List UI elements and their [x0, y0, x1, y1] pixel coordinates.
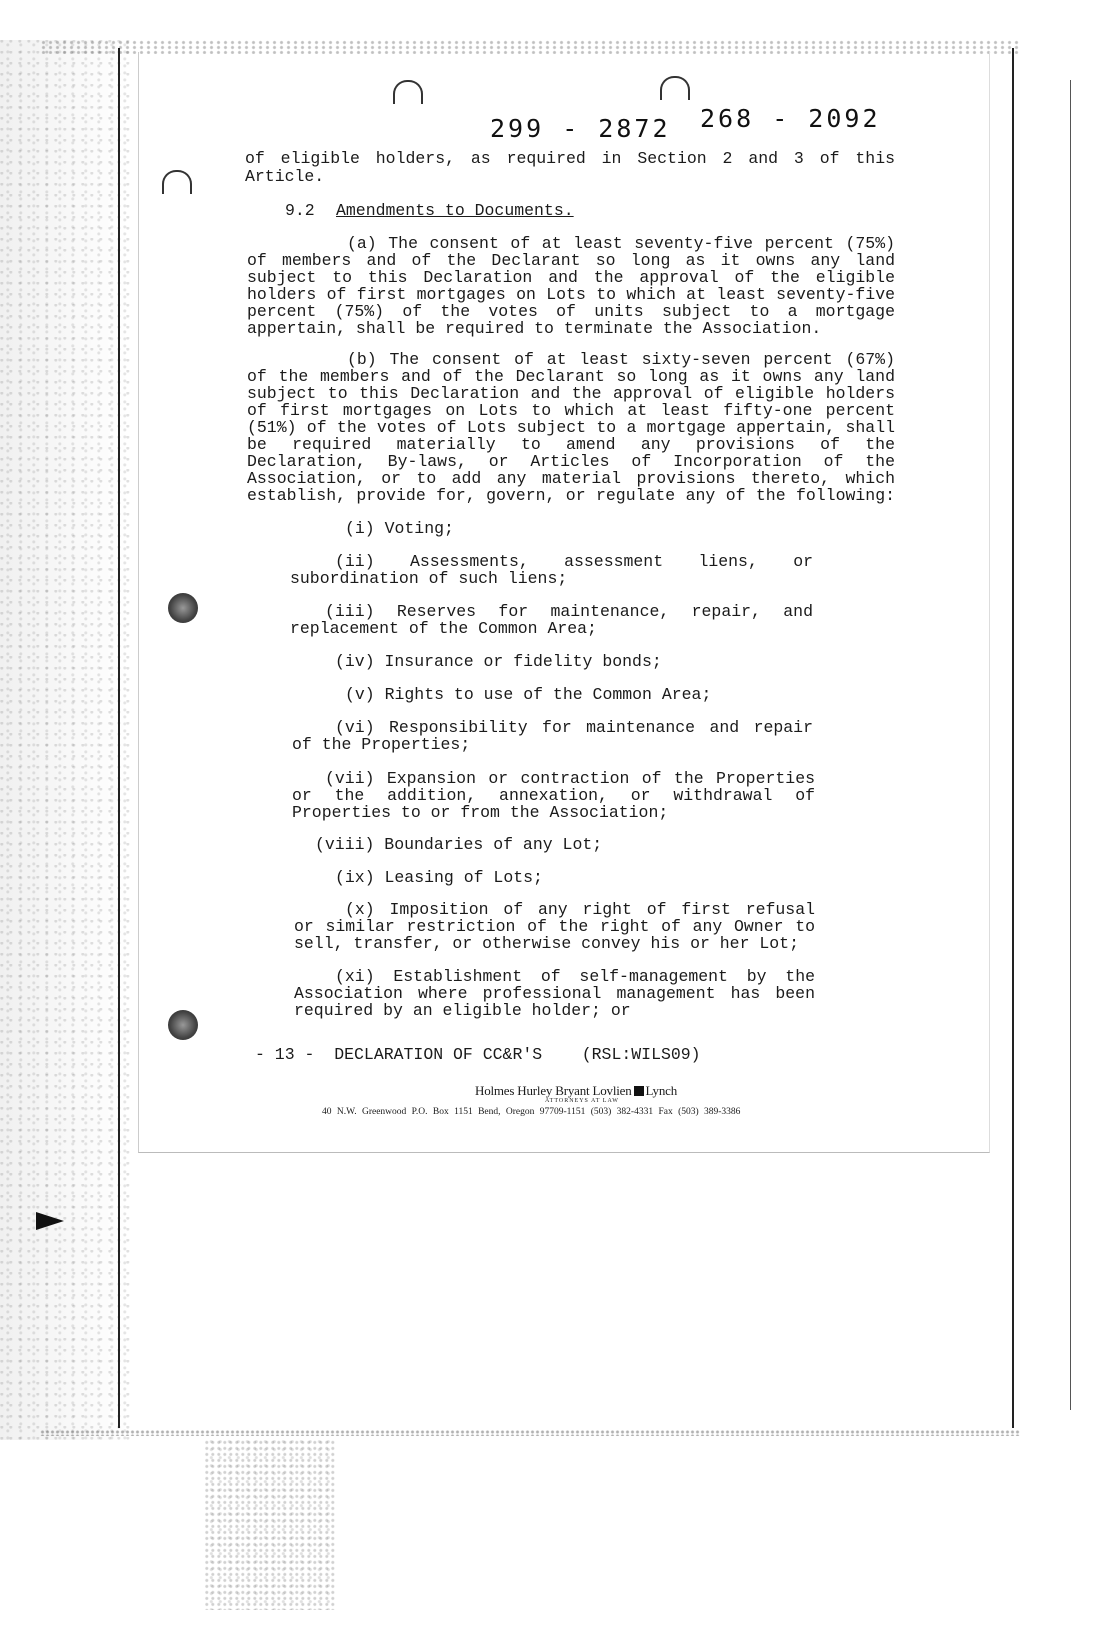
text-line: (a) The consent of at least seventy-five percent (75%)	[347, 234, 895, 253]
punch-arc	[162, 170, 192, 194]
text-line: establish, provide for, govern, or regulate any of the following:	[247, 486, 895, 505]
text-line: Association, or to add any material provisions thereto, which	[247, 469, 895, 488]
list-item: (vii) Expansion or contraction of the Properties	[325, 769, 815, 788]
text-line: be required materially to amend any provisions of the	[247, 435, 895, 454]
list-item: Properties to or from the Association;	[292, 803, 669, 822]
list-item: (ii) Assessments, assessment liens, or	[335, 552, 813, 571]
text-line: subject to this Declaration and the approval of the eligible	[247, 268, 895, 287]
section-number: 9.2	[285, 201, 315, 220]
list-item: or the addition, annexation, or withdrawal of	[292, 786, 815, 805]
section-title: Amendments to Documents.	[336, 201, 574, 220]
scan-noise-bottom	[40, 1430, 1020, 1436]
list-item: required by an eligible holder; or	[294, 1001, 631, 1020]
text-line: holders of first mortgages on Lots to which at least seventy-five	[247, 285, 895, 304]
punch-arc	[393, 80, 423, 104]
text-line: (b) The consent of at least sixty-seven percent (67%)	[347, 350, 895, 369]
list-item: Association where professional management has been	[294, 984, 815, 1003]
binder-hole	[168, 593, 198, 623]
scan-noise-left	[0, 40, 130, 1440]
text-line: of eligible holders, as required in Section 2 and 3 of this	[245, 149, 895, 168]
frame-line	[1070, 80, 1071, 1410]
list-item: subordination of such liens;	[290, 569, 568, 588]
list-item: (vi) Responsibility for maintenance and repair	[335, 718, 813, 737]
list-item: (iv) Insurance or fidelity bonds;	[335, 652, 662, 671]
text-line: appertain, shall be required to terminate the Association.	[247, 319, 822, 338]
list-item: (x) Imposition of any right of first refusal	[345, 900, 815, 919]
firm-name: Holmes Hurley Bryant Lovlien Lynch	[475, 1083, 678, 1098]
firm-logo-icon	[634, 1086, 644, 1096]
arrow-mark	[36, 1212, 64, 1230]
scan-noise-strip	[205, 1440, 335, 1610]
text-line: Declaration, By-laws, or Articles of Incorporation of the	[247, 452, 895, 471]
recording-stamp-right: 268 - 2092	[700, 104, 881, 133]
frame-line	[1012, 48, 1014, 1428]
list-item: of the Properties;	[292, 735, 471, 754]
text-line: subject to this Declaration and the approval of eligible holders	[247, 384, 895, 403]
list-item: (iii) Reserves for maintenance, repair, and	[325, 602, 813, 621]
firm-subtitle: ATTORNEYS AT LAW	[545, 1098, 619, 1104]
text-line: (51%) of the votes of Lots subject to a mortgage appertain, shall	[247, 418, 895, 437]
frame-line	[118, 48, 120, 1428]
list-item: (ix) Leasing of Lots;	[335, 868, 543, 887]
text-line: percent (75%) of the votes of units subject to a mortgage	[247, 302, 895, 321]
list-item: or similar restriction of the right of any Owner to	[294, 917, 815, 936]
list-item: replacement of the Common Area;	[290, 619, 597, 638]
list-item: (v) Rights to use of the Common Area;	[345, 685, 712, 704]
punch-arc	[660, 76, 690, 100]
text-line: of members and of the Declarant so long as it owns any land	[247, 251, 895, 270]
text-line: of the members and of the Declarant so long as it owns any land	[247, 367, 895, 386]
list-item: (viii) Boundaries of any Lot;	[315, 835, 603, 854]
list-item: (xi) Establishment of self-management by the	[335, 967, 815, 986]
recording-stamp-left: 299 - 2872	[490, 114, 671, 143]
list-item: (i) Voting;	[345, 519, 454, 538]
footer-title: - 13 - DECLARATION OF CC&R'S (RSL:WILS09)	[255, 1045, 701, 1064]
list-item: sell, transfer, or otherwise convey his or her Lot;	[294, 934, 799, 953]
firm-address: 40 N.W. Greenwood P.O. Box 1151 Bend, Oregon 97709-1151 (503) 382-4331 Fax (503) 389-3386	[322, 1107, 741, 1117]
text-line: Article.	[245, 167, 325, 186]
binder-hole	[168, 1010, 198, 1040]
text-line: of first mortgages on Lots to which at least fifty-one percent	[247, 401, 895, 420]
